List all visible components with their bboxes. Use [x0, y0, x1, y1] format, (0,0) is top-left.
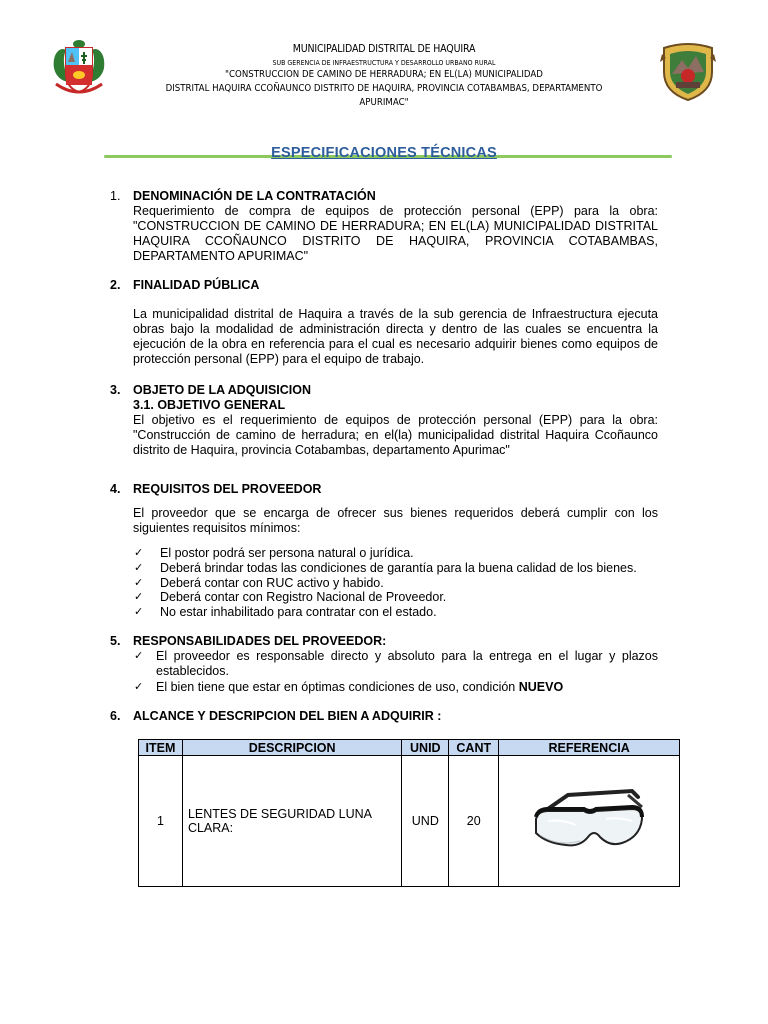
list-item: ✓ Deberá contar con Registro Nacional de Proveedor. [134, 590, 447, 605]
section-number: 4. [110, 482, 121, 496]
section-heading: REQUISITOS DEL PROVEEDOR [133, 482, 322, 496]
letterhead-text [120, 42, 648, 110]
column-header-item: ITEM [139, 740, 183, 756]
section-number: 6. [110, 709, 121, 723]
section-text: El objetivo es el requerimiento de equipos de protección personal (EPP) para la obra: "Construcción de camino de herradura; en el(la) municipalidad distrital Haquira Ccoñaunco distrito de Haquira, provincia Cotabambas, departamento Apurimac" [133, 413, 658, 457]
checkmark-icon: ✓ [134, 561, 144, 574]
list-item: ✓ Deberá contar con RUC activo y habido. [134, 575, 384, 590]
column-header-cant: CANT [449, 740, 499, 756]
list-item: ✓ Deberá brindar todas las condiciones de garantía para la buena calidad de los bienes. [134, 560, 637, 575]
safety-glasses-image [528, 785, 650, 857]
checkmark-icon: ✓ [134, 547, 144, 559]
section-number: 3. [110, 383, 121, 397]
section-heading: RESPONSABILIDADES DEL PROVEEDOR: [133, 634, 387, 648]
document-title: ESPECIFICACIONES TÉCNICAS [271, 145, 497, 161]
list-item: ✓ El postor podrá ser persona natural o jurídica. [134, 546, 414, 560]
section-text: Requerimiento de compra de equipos de protección personal (EPP) para la obra: "CONSTRUCCION DE CAMINO DE HERRADURA; EN EL(LA) MUNICIPALIDAD DISTRITAL HAQUIRA CCOÑAUNCO DISTRITO DE HAQUIRA, PROVINCIA COTABAMBAS, DEPARTAMENTO APURIMAC" [133, 204, 658, 263]
cell-referencia [499, 756, 680, 887]
project-name-line1: "CONSTRUCCION DE CAMINO DE HERRADURA; EN EL(LA) MUNICIPALIDAD [225, 69, 543, 80]
section-subheading: 3.1. OBJETIVO GENERAL [133, 398, 286, 412]
municipality-name: MUNICIPALIDAD DISTRITAL DE HAQUIRA [292, 42, 476, 55]
items-table [138, 739, 680, 887]
section-number: 1. [110, 189, 121, 203]
checkmark-icon: ✓ [134, 606, 144, 619]
section-text: El proveedor que se encarga de ofrecer sus bienes requeridos deberá cumplir con los siguientes requisitos mínimos: [133, 506, 658, 535]
section-number: 5. [110, 634, 121, 648]
table-header-row [139, 740, 680, 756]
section-heading: ALCANCE Y DESCRIPCION DEL BIEN A ADQUIRIR : [133, 709, 442, 723]
cell-descripcion: LENTES DE SEGURIDAD LUNA CLARA: [182, 756, 401, 887]
project-name-line2: DISTRITAL HAQUIRA CCOÑAUNCO DISTRITO DE HAQUIRA, PROVINCIA COTABAMBAS, DEPARTAMENTO [165, 83, 603, 94]
condition-new: NUEVO [518, 679, 564, 694]
cell-unid: UND [402, 756, 449, 887]
list-item: ✓ No estar inhabilitado para contratar con el estado. [134, 605, 437, 620]
cell-cant: 20 [449, 756, 499, 887]
table-row [139, 756, 680, 887]
column-header-unid: UNID [402, 740, 449, 756]
letterhead [0, 36, 768, 126]
peru-coat-of-arms-icon [50, 38, 108, 98]
section-heading: FINALIDAD PÚBLICA [133, 278, 260, 292]
section-number: 2. [110, 278, 121, 292]
checkmark-icon: ✓ [134, 650, 144, 662]
column-header-descripcion: DESCRIPCION [182, 740, 401, 756]
project-name-line3: APURIMAC" [359, 97, 409, 108]
requirements-list [133, 546, 658, 620]
section-heading: OBJETO DE LA ADQUISICION [133, 383, 312, 397]
list-item: ✓ El proveedor es responsable directo y absoluto para la entrega en el lugar y plazos establecidos. [134, 649, 658, 678]
checkmark-icon: ✓ [134, 591, 144, 604]
responsibilities-list [133, 649, 658, 694]
list-item: ✓ El bien tiene que estar en óptimas condiciones de uso, condición NUEVO [134, 679, 564, 694]
cell-item: 1 [139, 756, 183, 887]
column-header-referencia: REFERENCIA [499, 740, 680, 756]
sub-department-name: SUB GERENCIA DE INFRAESTRUCTURA Y DESARROLLO URBANO RURAL [272, 58, 496, 67]
haquira-seal-icon [658, 42, 718, 102]
section-text: La municipalidad distrital de Haquira a través de la sub gerencia de Infraestructura ejecuta obras bajo la modalidad de administración directa y dentro de las cuales se encuentra la ejecución de la obra en referencia para el cual es necesario adquirir bienes como equipos de protección personal (EPP) para el equipo de trabajo. [133, 307, 658, 366]
checkmark-icon: ✓ [134, 680, 144, 693]
section-heading: DENOMINACIÓN DE LA CONTRATACIÓN [133, 189, 376, 203]
checkmark-icon: ✓ [134, 576, 144, 589]
